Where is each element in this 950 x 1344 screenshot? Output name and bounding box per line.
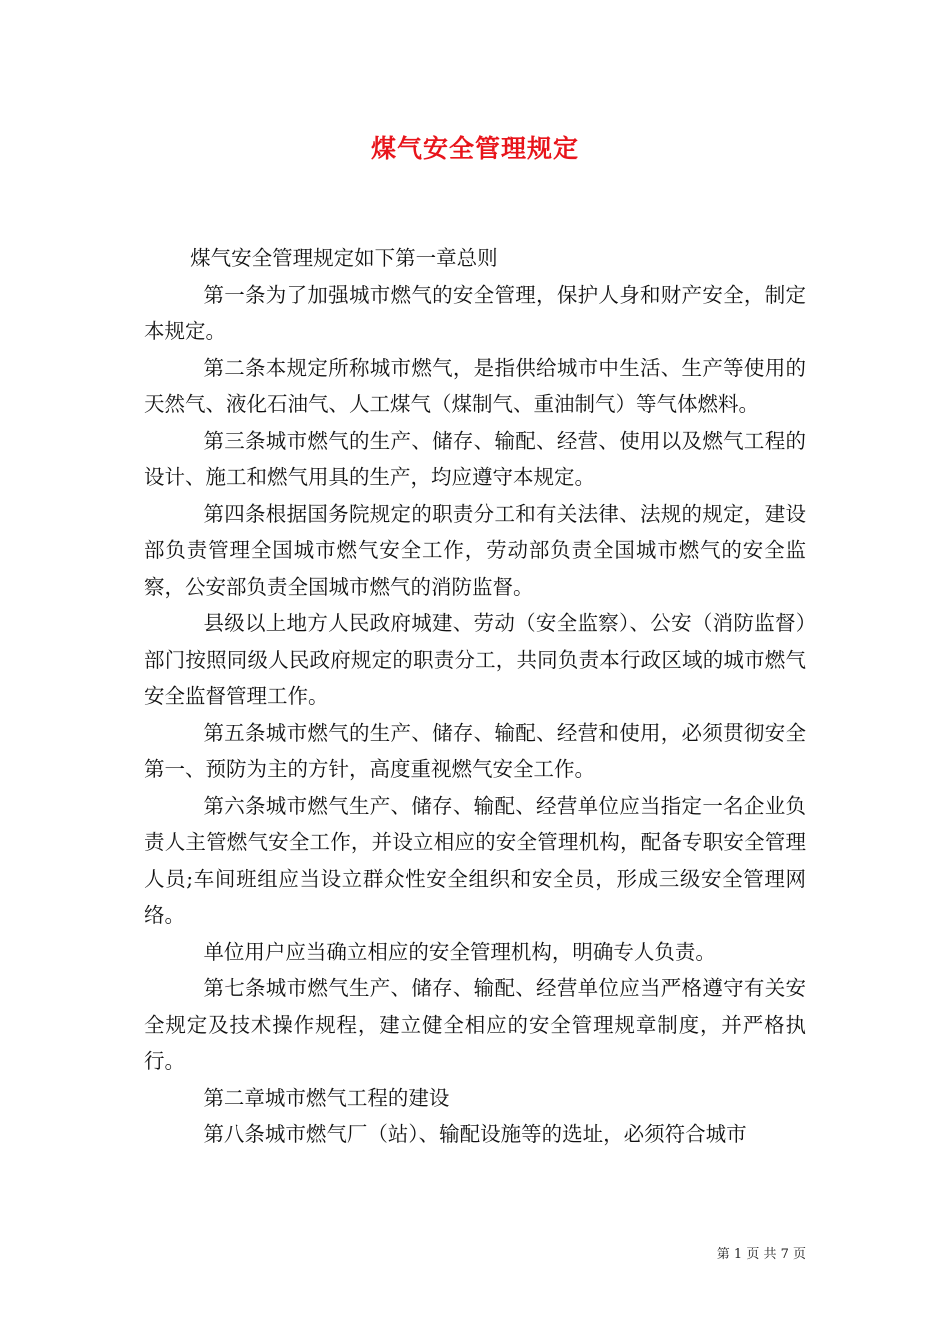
page-number: 第 1 页 共 7 页 (716, 1247, 806, 1262)
paragraph: 第五条城市燃气的生产、储存、输配、经营和使用，必须贯彻安全第一、预防为主的方针，高度重视燃气安全工作。 (144, 720, 806, 781)
chapter-heading: 第二章城市燃气工程的建设 (203, 1085, 450, 1110)
paragraph: 煤气安全管理规定如下第一章总则 (190, 246, 498, 270)
paragraph: 县级以上地方人民政府城建、劳动（安全监察）、公安（消防监督）部门按照同级人民政府规定的职责分工，共同负责本行政区域的城市燃气安全监督管理工作。 (144, 611, 806, 708)
document-title: 煤气安全管理规定 (370, 134, 579, 163)
paragraph: 第七条城市燃气生产、储存、输配、经营单位应当严格遵守有关安全规定及技术操作规程，建立健全相应的安全管理规章制度，并严格执行。 (144, 976, 806, 1073)
paragraph: 第三条城市燃气的生产、储存、输配、经营、使用以及燃气工程的设计、施工和燃气用具的生产，均应遵守本规定。 (144, 428, 806, 489)
paragraph: 第一条为了加强城市燃气的安全管理，保护人身和财产安全，制定本规定。 (144, 282, 806, 343)
paragraph: 单位用户应当确立相应的安全管理机构，明确专人负责。 (203, 939, 716, 964)
paragraph: 第八条城市燃气厂（站）、输配设施等的选址，必须符合城市 (203, 1122, 747, 1146)
paragraph: 第六条城市燃气生产、储存、输配、经营单位应当指定一名企业负责人主管燃气安全工作，并设立相应的安全管理机构，配备专职安全管理人员;车间班组应当设立群众性安全组织和安全员，形成三级安全管理网络。 (144, 793, 806, 927)
document-body (144, 240, 806, 1153)
paragraph: 第四条根据国务院规定的职责分工和有关法律、法规的规定，建设部负责管理全国城市燃气安全工作，劳动部负责全国城市燃气的安全监察，公安部负责全国城市燃气的消防监督。 (144, 501, 806, 599)
paragraph: 第二条本规定所称城市燃气，是指供给城市中生活、生产等使用的天然气、液化石油气、人工煤气（煤制气、重油制气）等气体燃料。 (144, 355, 806, 416)
